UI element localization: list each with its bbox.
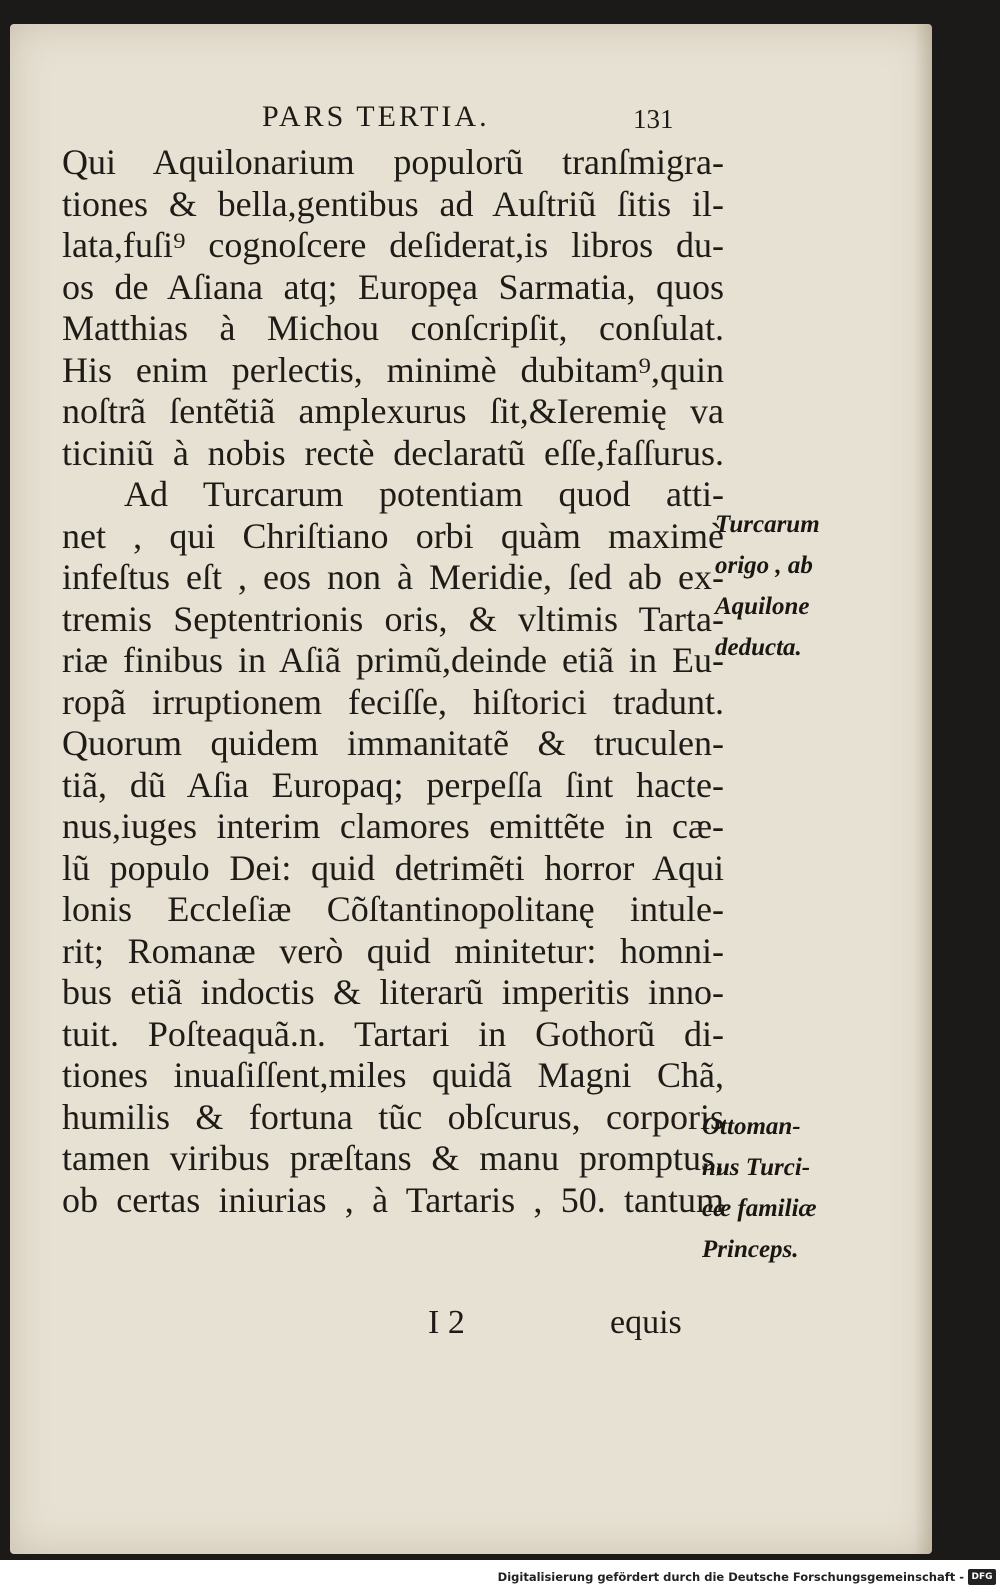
- text-line: infeſtus eſt , eos non à Meridie, ſed ab ex-: [62, 557, 724, 597]
- text-line: ticiniũ à nobis rectè declaratũ eſſe,faſſurus.: [62, 432, 724, 473]
- text-line: riæ finibus in Aſiã primũ,deinde etiã in Eu-: [62, 640, 724, 680]
- page-number: 131: [633, 104, 674, 134]
- text-line: humilis & fortuna tũc obſcurus, corporis: [62, 1096, 724, 1137]
- body-text: [62, 142, 724, 1221]
- text-line: tremis Septentrionis oris, & vltimis Tarta-: [62, 598, 724, 639]
- page-edge-shadow: [914, 24, 932, 1554]
- footer-credit: Digitalisierung gefördert durch die Deutsche Forschungsgemeinschaft -: [497, 1570, 964, 1584]
- text-line: os de Aſiana atq; Europęa Sarmatia, quos: [62, 266, 724, 307]
- margin-note-line: Princeps.: [702, 1236, 799, 1263]
- footer-bar: [0, 1568, 1000, 1592]
- text-line: tiones inuaſiſſent,miles quidã Magni Chã,: [62, 1055, 724, 1095]
- running-head: PARS TERTIA.: [262, 100, 490, 133]
- catchword: equis: [610, 1304, 682, 1341]
- text-line: lata,fuſi⁹ cognoſcere deſiderat,is libros du-: [62, 225, 724, 265]
- text-line: ropã irruptionem feciſſe, hiſtorici tradunt.: [62, 681, 724, 722]
- text-line: bus etiã indoctis & literarũ imperitis inno-: [62, 972, 724, 1012]
- margin-note-line: deducta.: [715, 634, 802, 661]
- text-line: His enim perlectis, minimè dubitam⁹,quin: [62, 349, 724, 390]
- margin-note-line: Aquilone: [715, 593, 810, 620]
- text-line: rit; Romanæ verò quid minitetur: homni-: [62, 930, 724, 971]
- text-line: Qui Aquilonarium populorũ tranſmigra-: [62, 142, 724, 182]
- book-page: [10, 24, 932, 1554]
- text-line: Matthias à Michou conſcripſit, conſulat.: [62, 308, 724, 348]
- text-line: lũ populo Dei: quid detrimẽti horror Aqui: [62, 847, 724, 888]
- text-line: noſtrã ſentẽtiã amplexurus ſit,&Ieremię va: [62, 391, 724, 431]
- margin-note-turcarum: [715, 504, 820, 668]
- text-line-paragraph-start: Ad Turcarum potentiam quod atti-: [124, 474, 724, 514]
- text-line: Quorum quidem immanitatẽ & truculen-: [62, 723, 724, 763]
- dfg-logo-icon: DFG: [968, 1569, 996, 1585]
- text-line: tamen viribus præſtans & manu promptus,: [62, 1138, 724, 1178]
- margin-note-line: Ottoman-: [702, 1113, 801, 1140]
- text-line: net , qui Chriſtiano orbi quàm maximè: [62, 515, 724, 556]
- text-line: tuit. Poſteaquã.n. Tartari in Gothorũ di-: [62, 1013, 724, 1054]
- text-line: ob certas iniurias , à Tartaris , 50. tantum: [62, 1179, 724, 1220]
- margin-note-line: Turcarum: [715, 511, 820, 538]
- signature-mark: I 2: [428, 1304, 465, 1341]
- text-line: lonis Eccleſiæ Cõſtantinopolitanę intule-: [62, 889, 724, 929]
- text-line: nus,iuges interim clamores emittẽte in cæ-: [62, 806, 724, 846]
- margin-note-line: origo , ab: [715, 552, 813, 579]
- margin-note-line: nus Turci-: [702, 1154, 811, 1181]
- margin-note-line: cæ familiæ: [702, 1195, 817, 1222]
- margin-note-ottomannus: [702, 1106, 817, 1270]
- text-line: tiã, dũ Aſia Europaq; perpeſſa ſint hacte-: [62, 764, 724, 805]
- text-line: tiones & bella,gentibus ad Auſtriũ ſitis il-: [62, 183, 724, 224]
